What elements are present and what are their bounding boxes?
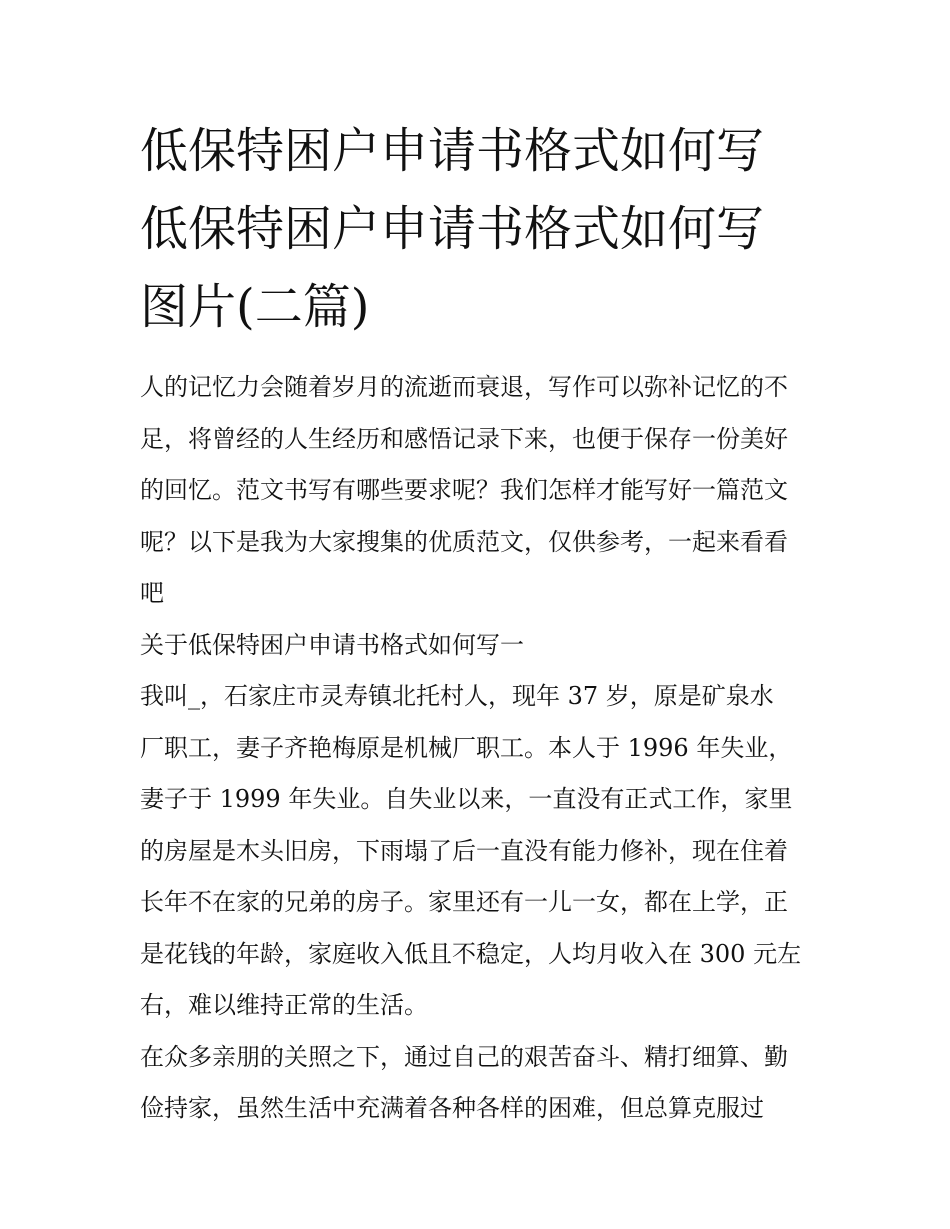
text-line: 俭持家，虽然生活中充满着各种各样的困难，但总算克服过 <box>140 1094 764 1122</box>
text-line: 呢？以下是我为大家搜集的优质范文，仅供参考，一起来看看 <box>140 527 788 556</box>
text-line: 吧 <box>140 579 164 607</box>
intro-paragraph <box>140 362 812 620</box>
body-paragraph-2 <box>140 1032 812 1135</box>
document-title <box>140 112 812 346</box>
document-content <box>140 112 812 1135</box>
title-line: 图片(二篇) <box>140 279 370 335</box>
text-line: 右，难以维持正常的生活。 <box>140 991 428 1019</box>
body-paragraph-1 <box>140 671 812 1032</box>
section-heading: 关于低保特困户申请书格式如何写一 <box>140 630 524 659</box>
title-line: 低保特困户申请书格式如何写 <box>140 201 765 257</box>
title-line: 低保特困户申请书格式如何写 <box>140 123 765 179</box>
text-line: 的房屋是木头旧房，下雨塌了后一直没有能力修补，现在住着 <box>140 836 788 865</box>
text-line: 厂职工，妻子齐艳梅原是机械厂职工。本人于 1996 年失业， <box>140 733 793 762</box>
text-line: 人的记忆力会随着岁月的流逝而衰退，写作可以弥补记忆的不 <box>140 373 788 401</box>
text-line: 妻子于 1999 年失业。自失业以来，一直没有正式工作，家里 <box>140 785 793 813</box>
text-line: 我叫_，石家庄市灵寿镇北托村人，现年 37 岁，原是矿泉水 <box>140 682 774 710</box>
text-line: 足，将曾经的人生经历和感悟记录下来，也便于保存一份美好 <box>140 424 788 453</box>
text-line: 在众多亲朋的关照之下，通过自己的艰苦奋斗、精打细算、勤 <box>140 1042 788 1071</box>
text-line: 长年不在家的兄弟的房子。家里还有一儿一女，都在上学，正 <box>140 888 788 916</box>
text-line: 是花钱的年龄，家庭收入低且不稳定，人均月收入在 300 元左 <box>140 939 802 968</box>
text-line: 的回忆。范文书写有哪些要求呢？我们怎样才能写好一篇范文 <box>140 476 788 504</box>
